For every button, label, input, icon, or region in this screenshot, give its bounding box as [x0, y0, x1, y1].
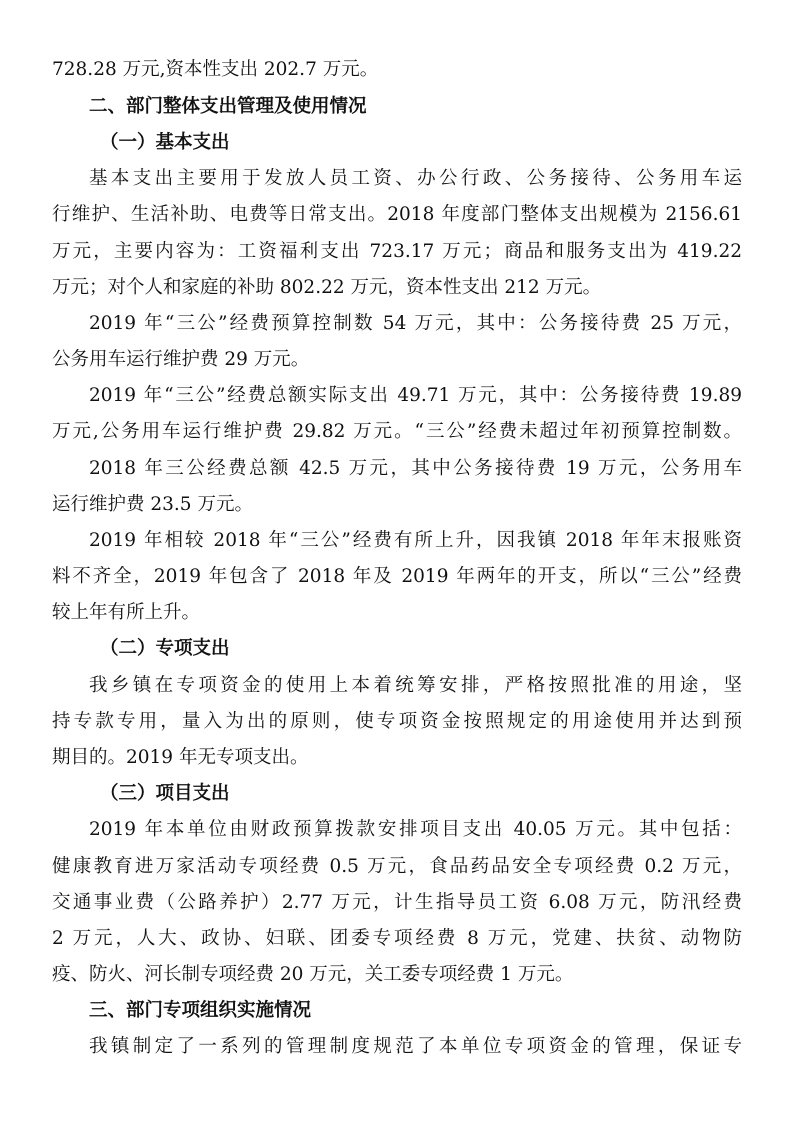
paragraph-line: 2 万元，人大、政协、妇联、团委专项经费 8 万元，党建、扶贫、动物防	[52, 928, 742, 949]
paragraph-line: 基本支出主要用于发放人员工资、办公行政、公务接待、公务用车运	[89, 168, 742, 189]
paragraph-line: 我乡镇在专项资金的使用上本着统筹安排，严格按照批准的用途，坚	[89, 675, 742, 696]
paragraph-line: 2019 年相较 2018 年“三公”经费有所上升，因我镇 2018 年年末报账资	[89, 530, 742, 551]
paragraph-line: 我镇制定了一系列的管理制度规范了本单位专项资金的管理，保证专	[89, 1036, 742, 1057]
paragraph-line: 万元,公务用车运行维护费 29.82 万元。“三公”经费未超过年初预算控制数。	[52, 421, 742, 442]
paragraph-line: 料不齐全，2019 年包含了 2018 年及 2019 年两年的开支，所以“三公”经费	[52, 566, 742, 587]
paragraph-line: 2018 年三公经费总额 42.5 万元，其中公务接待费 19 万元，公务用车	[89, 458, 742, 479]
paragraph-line: 公务用车运行维护费 29 万元。	[52, 349, 310, 370]
paragraph-line: 期目的。2019 年无专项支出。	[52, 747, 309, 768]
paragraph-line: 万元，主要内容为：工资福利支出 723.17 万元；商品和服务支出为 419.22	[52, 241, 742, 262]
paragraph-line: 运行维护费 23.5 万元。	[52, 494, 253, 515]
paragraph-line: 2019 年“三公”经费预算控制数 54 万元，其中：公务接待费 25 万元，	[89, 313, 742, 334]
paragraph-line: 万元；对个人和家庭的补助 802.22 万元，资本性支出 212 万元。	[52, 277, 602, 298]
subsection-heading: （二）专项支出	[100, 638, 230, 659]
paragraph-line: 疫、防火、河长制专项经费 20 万元，关工委专项经费 1 万元。	[52, 964, 574, 985]
paragraph-line: 较上年有所上升。	[52, 602, 201, 623]
section-heading: 三、部门专项组织实施情况	[89, 1000, 312, 1021]
section-heading: 二、部门整体支出管理及使用情况	[89, 96, 367, 117]
paragraph-line: 728.28 万元,资本性支出 202.7 万元。	[52, 59, 379, 80]
paragraph-line: 2019 年本单位由财政预算拨款安排项目支出 40.05 万元。其中包括：	[89, 819, 742, 840]
paragraph-line: 2019 年“三公”经费总额实际支出 49.71 万元，其中：公务接待费 19.89	[89, 385, 742, 406]
paragraph-line: 行维护、生活补助、电费等日常支出。2018 年度部门整体支出规模为 2156.61	[52, 204, 742, 225]
paragraph-line: 持专款专用，量入为出的原则，使专项资金按照规定的用途使用并达到预	[52, 711, 742, 732]
paragraph-line: 交通事业费（公路养护）2.77 万元，计生指导员工资 6.08 万元，防汛经费	[52, 892, 742, 913]
subsection-heading: （三）项目支出	[100, 783, 230, 804]
paragraph-line: 健康教育进万家活动专项经费 0.5 万元，食品药品安全专项经费 0.2 万元，	[52, 856, 742, 877]
subsection-heading: （一）基本支出	[100, 132, 230, 153]
